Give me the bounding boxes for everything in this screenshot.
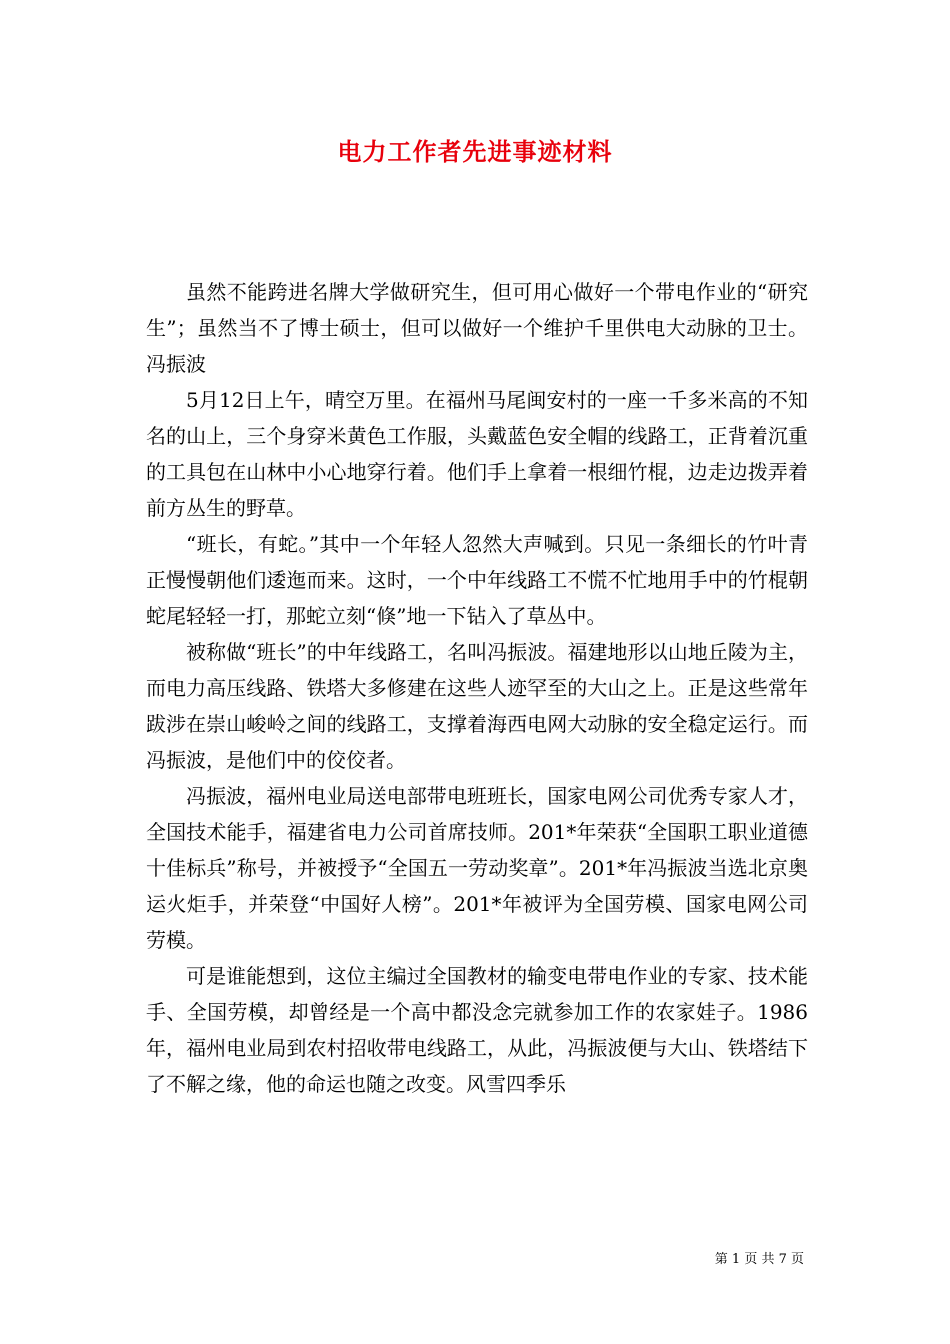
- paragraph: 可是谁能想到，这位主编过全国教材的输变电带电作业的专家、技术能手、全国劳模，却曾经是一个高中都没念完就参加工作的农家娃子。1986年，福州电业局到农村招收带电线路工，从此，冯振波便与大山、铁塔结下了不解之缘，他的命运也随之改变。风雪四季乐: [146, 964, 808, 1096]
- paragraph: 被称做“班长”的中年线路工，名叫冯振波。福建地形以山地丘陵为主，而电力高压线路、铁塔大多修建在这些人迹罕至的大山之上。正是这些常年跋涉在崇山峻岭之间的线路工，支撑着海西电网大动脉的安全稳定运行。而冯振波，是他们中的佼佼者。: [146, 640, 808, 772]
- document-title: 电力工作者先进事迹材料: [337, 137, 613, 166]
- page-number-footer: 第 1 页 共 7 页: [714, 1252, 804, 1267]
- document-body: [146, 274, 808, 1102]
- paragraph: 虽然不能跨进名牌大学做研究生，但可用心做好一个带电作业的“研究生”；虽然当不了博士硕士，但可以做好一个维护千里供电大动脉的卫士。冯振波: [146, 280, 808, 376]
- paragraph: “班长，有蛇。”其中一个年轻人忽然大声喊到。只见一条细长的竹叶青正慢慢朝他们逶迤而来。这时，一个中年线路工不慌不忙地用手中的竹棍朝蛇尾轻轻一打，那蛇立刻“倏”地一下钻入了草丛中。: [146, 532, 808, 628]
- paragraph: 冯振波，福州电业局送电部带电班班长，国家电网公司优秀专家人才，全国技术能手，福建省电力公司首席技师。201*年荣获“全国职工职业道德十佳标兵”称号，并被授予“全国五一劳动奖章”。201*年冯振波当选北京奥运火炬手，并荣登“中国好人榜”。201*年被评为全国劳模、国家电网公司劳模。: [146, 784, 808, 952]
- paragraph: 5月12日上午，晴空万里。在福州马尾闽安村的一座一千多米高的不知名的山上，三个身穿米黄色工作服，头戴蓝色安全帽的线路工，正背着沉重的工具包在山林中小心地穿行着。他们手上拿着一根细竹棍，边走边拨弄着前方丛生的野草。: [146, 388, 808, 520]
